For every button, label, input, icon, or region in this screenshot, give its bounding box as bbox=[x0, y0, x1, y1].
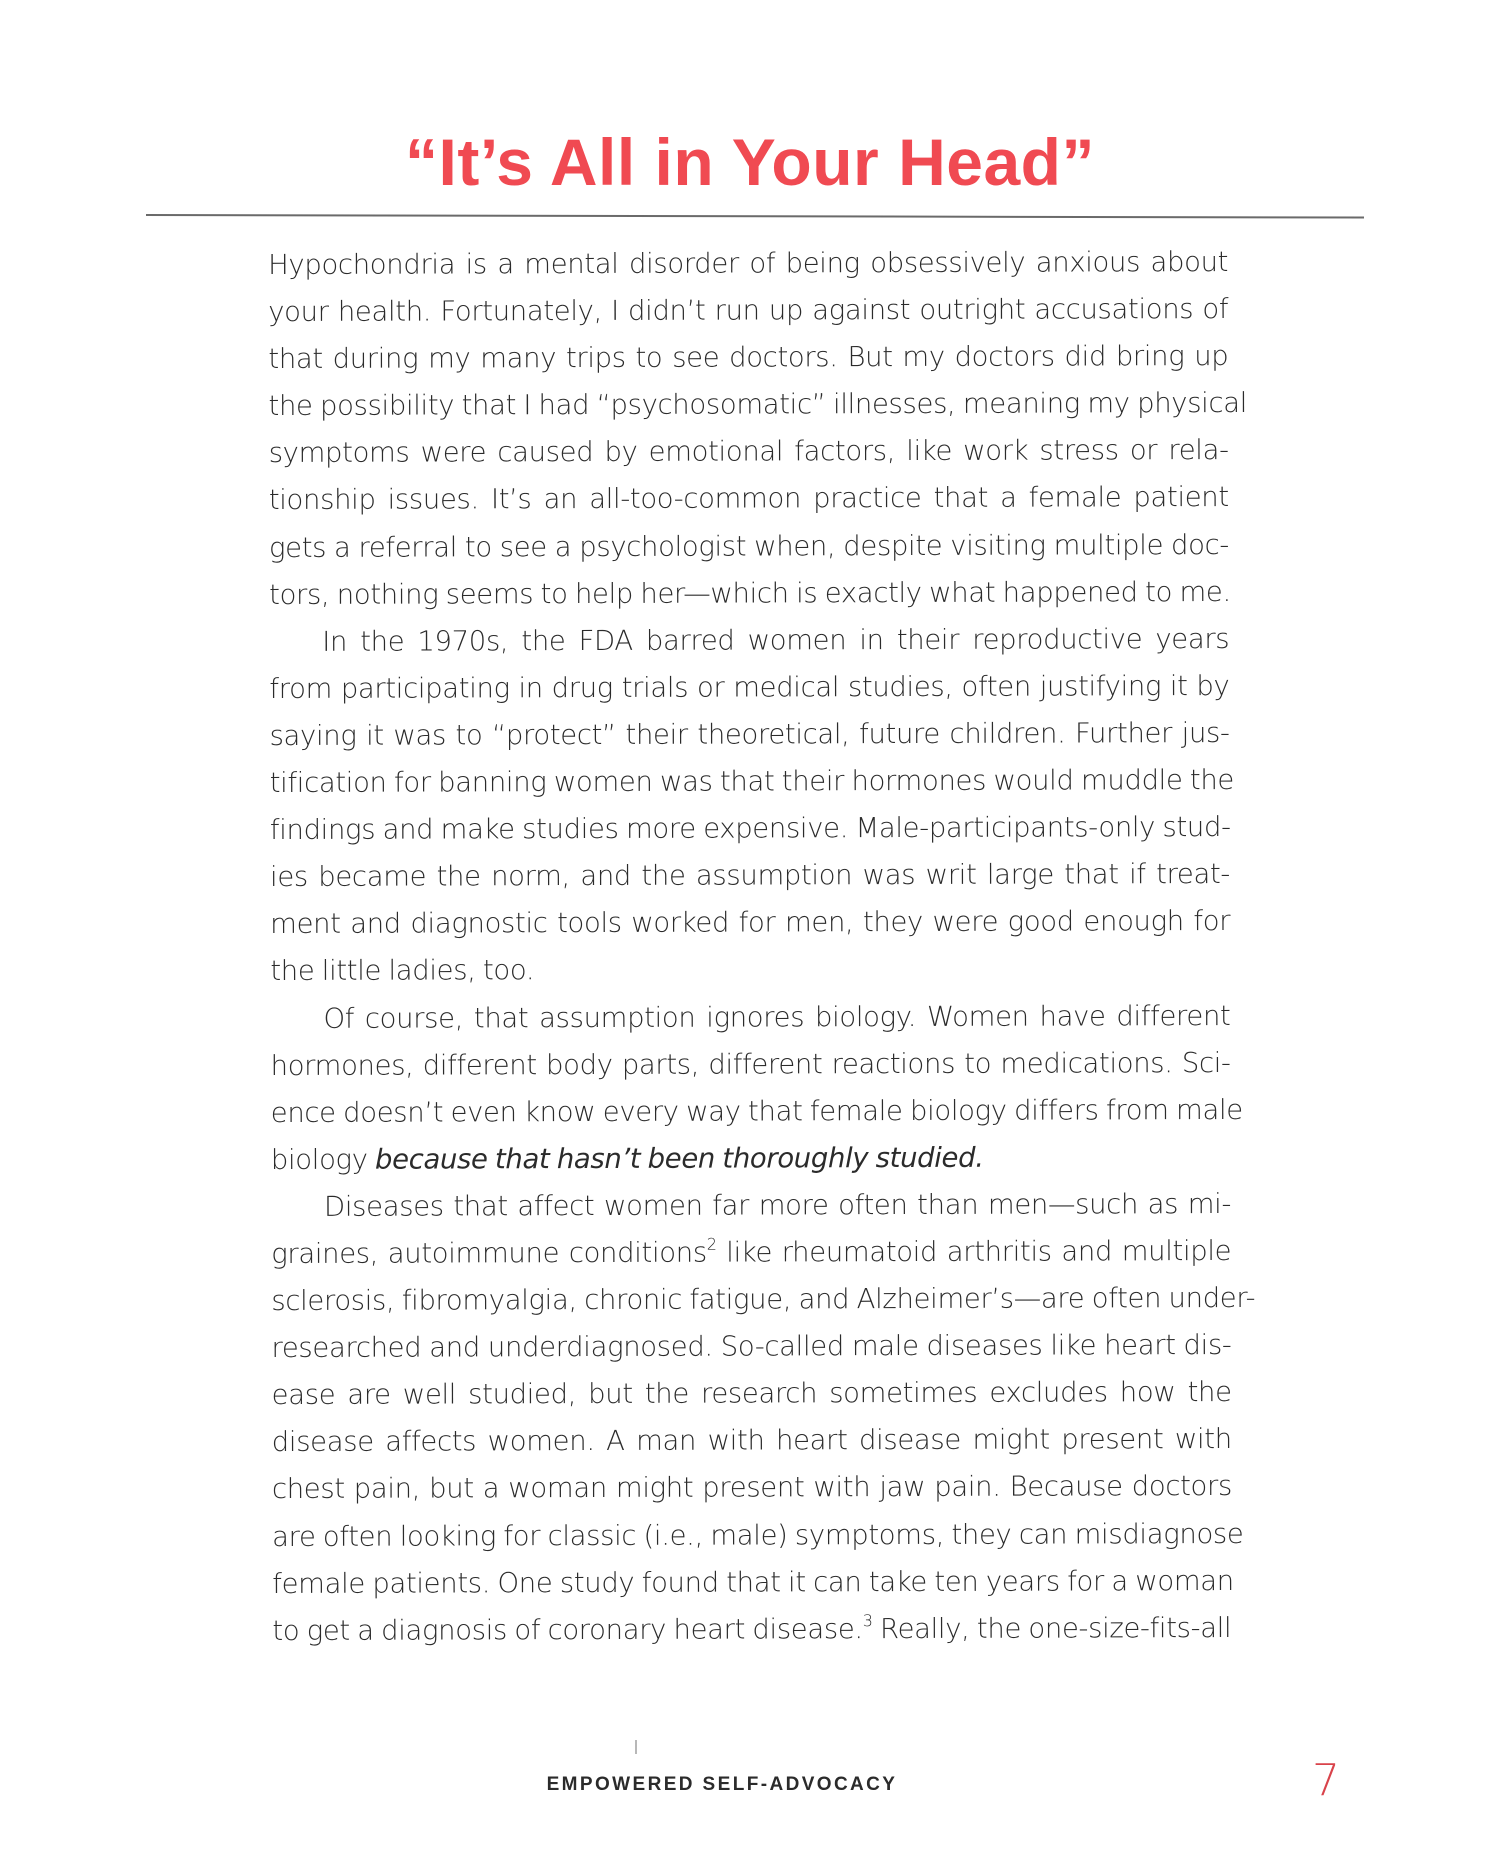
body-line-text: disease affects women. A man with heart disease might present with bbox=[271, 1423, 1232, 1459]
body-line bbox=[272, 1416, 1232, 1466]
body-line-text: the possibility that I had “psychosomatic” illnesses, meaning my physical bbox=[268, 387, 1248, 423]
body-line-text: to get a diagnosis of coronary heart disease. bbox=[272, 1612, 863, 1647]
body-line bbox=[272, 1511, 1244, 1561]
emphasized-text: because that hasn’t been thoroughly studied. bbox=[374, 1141, 984, 1176]
body-line bbox=[271, 1181, 1231, 1231]
body-line bbox=[270, 851, 1230, 901]
footnote-reference: 3 bbox=[862, 1610, 873, 1630]
body-line bbox=[270, 945, 1230, 995]
body-line bbox=[268, 239, 1228, 289]
running-footer: EMPOWERED SELF-ADVOCACY bbox=[546, 1774, 898, 1795]
body-line bbox=[269, 474, 1229, 524]
body-line-text: ies became the norm, and the assumption was writ large that if treat- bbox=[269, 858, 1231, 894]
body-line bbox=[269, 522, 1229, 572]
body-line-text: your health. Fortunately, I didn’t run up against outright accusations of bbox=[268, 293, 1229, 329]
body-line-text-continued: Really, the one-size-fits-all bbox=[872, 1611, 1232, 1645]
body-line bbox=[272, 1605, 1232, 1655]
body-line-text: that during my many trips to see doctors. But my doctors did bring up bbox=[268, 340, 1229, 376]
body-line bbox=[269, 427, 1229, 477]
body-line-text: saying it was to “protect” their theoretical, future children. Further jus- bbox=[269, 716, 1230, 752]
body-line-text: In the 1970s, the FDA barred women in their reproductive years bbox=[322, 622, 1230, 658]
body-line bbox=[269, 569, 1229, 619]
body-line-text-continued: like rheumatoid arthritis and multiple bbox=[716, 1234, 1232, 1269]
body-line bbox=[269, 757, 1235, 807]
body-line bbox=[270, 898, 1230, 948]
body-line-text: graines, autoimmune conditions bbox=[271, 1236, 707, 1270]
body-line-text: female patients. One study found that it can take ten years for a woman bbox=[272, 1564, 1234, 1600]
body-line-text: ence doesn’t even know every way that female biology differs from male bbox=[270, 1093, 1243, 1129]
body-line bbox=[272, 1558, 1232, 1608]
page-number: 7 bbox=[1312, 1755, 1340, 1806]
body-line bbox=[268, 286, 1228, 336]
body-line bbox=[272, 1369, 1232, 1419]
body-line bbox=[271, 1134, 1231, 1184]
body-line bbox=[271, 1322, 1231, 1372]
body-line-text: chest pain, but a woman might present with jaw pain. Because doctors bbox=[271, 1470, 1232, 1506]
body-line bbox=[268, 333, 1228, 383]
body-line-text: findings and make studies more expensive. Male-participants-only stud- bbox=[269, 811, 1231, 847]
body-line-text: tionship issues. It’s an all-too-common practice that a female patient bbox=[268, 481, 1229, 517]
body-line-text: tors, nothing seems to help her—which is exactly what happened to me. bbox=[269, 575, 1231, 611]
chapter-section-title: “It’s All in Your Head” bbox=[405, 125, 1095, 199]
body-text bbox=[268, 239, 1256, 1655]
body-line bbox=[268, 380, 1248, 430]
body-line-text: from participating in drug trials or medical studies, often justifying it by bbox=[269, 669, 1230, 705]
body-line bbox=[269, 710, 1229, 760]
body-line-text: researched and underdiagnosed. So-called male diseases like heart dis- bbox=[271, 1329, 1232, 1365]
body-line-text: gets a referral to see a psychologist when, despite visiting multiple doc- bbox=[268, 528, 1230, 564]
body-line bbox=[269, 663, 1229, 713]
body-line bbox=[272, 1463, 1232, 1513]
body-line-text: ease are well studied, but the research sometimes excludes how the bbox=[271, 1376, 1232, 1412]
body-line-text: hormones, different body parts, different reactions to medications. Sci- bbox=[270, 1046, 1231, 1082]
scan-artifact-mark bbox=[635, 1740, 637, 1754]
body-line bbox=[270, 1087, 1243, 1137]
footnote-reference: 2 bbox=[706, 1234, 717, 1254]
body-line-text: biology bbox=[270, 1143, 376, 1176]
body-line-text: symptoms were caused by emotional factors, like work stress or rela- bbox=[268, 434, 1229, 470]
body-line-text: Hypochondria is a mental disorder of being obsessively anxious about bbox=[268, 245, 1229, 281]
body-line-text: Diseases that affect women far more often than men—such as mi- bbox=[323, 1187, 1232, 1223]
body-line-text: tification for banning women was that their hormones would muddle the bbox=[269, 763, 1235, 800]
body-line bbox=[270, 804, 1230, 854]
body-line bbox=[270, 992, 1230, 1042]
body-line-text: are often looking for classic (i.e., male) symptoms, they can misdiagnose bbox=[272, 1517, 1244, 1553]
body-line bbox=[271, 1228, 1231, 1278]
body-line-text: the little ladies, too. bbox=[270, 954, 535, 988]
body-line-text: ment and diagnostic tools worked for men, they were good enough for bbox=[270, 905, 1231, 941]
body-line bbox=[271, 1275, 1256, 1325]
body-line bbox=[269, 616, 1229, 666]
title-divider-rule bbox=[146, 214, 1364, 219]
body-line bbox=[271, 1040, 1231, 1090]
body-line-text: Of course, that assumption ignores biology. Women have different bbox=[323, 999, 1231, 1035]
body-line-text: sclerosis, fibromyalgia, chronic fatigue, and Alzheimer’s—are often under- bbox=[271, 1281, 1256, 1318]
